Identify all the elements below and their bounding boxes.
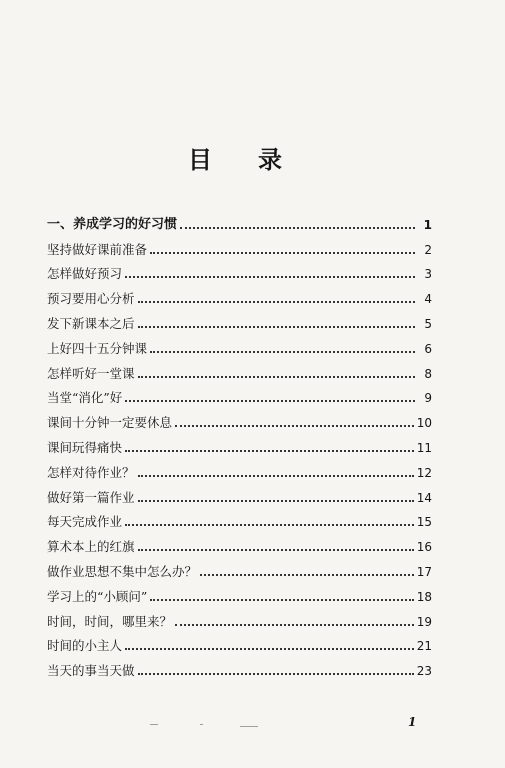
toc-entry (47, 431, 432, 456)
toc-entry-title: 发下新课本之后 (47, 315, 135, 331)
toc-entry (47, 630, 432, 655)
dot-leader (125, 450, 414, 452)
toc-entry (47, 332, 432, 357)
dot-leader (175, 425, 414, 427)
toc-entry-title: 时间，时间，哪里来？ (47, 613, 173, 629)
dot-leader (138, 500, 414, 502)
toc-entry (47, 382, 432, 407)
dot-leader (150, 351, 415, 353)
toc-entry-page: 18 (416, 589, 432, 604)
toc-entry-title: 课间玩得痛快 (47, 439, 123, 455)
toc-entry (47, 258, 432, 283)
toc-entry-page: 9 (424, 391, 432, 406)
toc-entry-title: 时间的小主人 (47, 638, 123, 654)
toc-entry (47, 530, 432, 555)
toc-entry (47, 654, 432, 679)
toc-entry-page: 21 (416, 639, 432, 654)
toc-entry-page: 3 (424, 267, 432, 282)
dot-leader (138, 376, 415, 378)
dot-leader (138, 301, 415, 303)
toc-entry (47, 481, 432, 506)
toc-entry-title: 当堂“消化”好 (47, 390, 123, 406)
toc-entry-title: 上好四十五分钟课 (47, 340, 148, 356)
dot-leader (125, 648, 414, 650)
toc-entry (47, 233, 432, 258)
dot-leader (175, 624, 414, 626)
toc-entry (47, 580, 432, 605)
toc-entry-title: 一、养成学习的好习惯 (47, 216, 178, 232)
dot-leader (200, 574, 414, 576)
title-char-1: 目 (188, 145, 212, 174)
toc-entry-title: 预习要用心分析 (47, 291, 135, 307)
scan-mark (150, 724, 158, 725)
toc-entry (47, 456, 432, 481)
toc-entry (47, 357, 432, 382)
toc-entry-page: 15 (416, 515, 432, 530)
toc-entry (47, 555, 432, 580)
title-char-2: 录 (258, 145, 282, 174)
toc-entry-page: 1 (423, 217, 432, 232)
toc-entry-page: 11 (416, 440, 432, 455)
toc-entry-page: 8 (424, 366, 432, 381)
dot-leader (150, 599, 413, 601)
scan-mark (240, 726, 258, 727)
toc-entry-title: 课间十分钟一定要休息 (47, 415, 173, 431)
toc-entry-title: 怎样听好一堂课 (47, 365, 135, 381)
toc-entry-page: 6 (424, 341, 432, 356)
toc-entry (47, 506, 432, 531)
toc-entry-page: 19 (416, 614, 432, 629)
dot-leader (138, 549, 414, 551)
toc-entry-page: 4 (424, 292, 432, 307)
dot-leader (138, 475, 414, 477)
toc-entry-page: 16 (416, 540, 432, 555)
toc-entry (47, 406, 432, 431)
toc-entry-page: 14 (416, 490, 432, 505)
toc-entry-page: 12 (416, 465, 432, 480)
scan-mark (200, 724, 203, 725)
toc-entry-title: 做作业思想不集中怎么办？ (47, 563, 198, 579)
toc-entry-page: 10 (416, 416, 432, 431)
toc-entry-page: 5 (424, 316, 432, 331)
toc-entry (47, 605, 432, 630)
dot-leader (125, 400, 415, 402)
toc-entry (47, 282, 432, 307)
dot-leader (180, 227, 415, 229)
toc-entry-title: 怎样对待作业？ (47, 464, 135, 480)
dot-leader (150, 252, 415, 254)
page-title (0, 140, 505, 180)
page-number: 1 (408, 715, 417, 729)
dot-leader (138, 326, 415, 328)
toc-entry-title: 怎样做好预习 (47, 266, 123, 282)
toc-entry-page: 2 (424, 242, 432, 257)
dot-leader (125, 276, 415, 278)
toc-entry (47, 307, 432, 332)
toc-entry-title: 每天完成作业 (47, 514, 123, 530)
toc-entry-title: 当天的事当天做 (47, 663, 135, 679)
toc-entry-title: 坚持做好课前准备 (47, 241, 148, 257)
table-of-contents (47, 208, 432, 679)
toc-section-heading (47, 208, 432, 233)
dot-leader (138, 673, 414, 675)
toc-entry-page: 17 (416, 564, 432, 579)
dot-leader (125, 524, 414, 526)
toc-entry-title: 学习上的“小顾问” (47, 588, 148, 604)
toc-entry-title: 算术本上的红旗 (47, 539, 135, 555)
toc-entry-page: 23 (416, 664, 432, 679)
toc-entry-title: 做好第一篇作业 (47, 489, 135, 505)
